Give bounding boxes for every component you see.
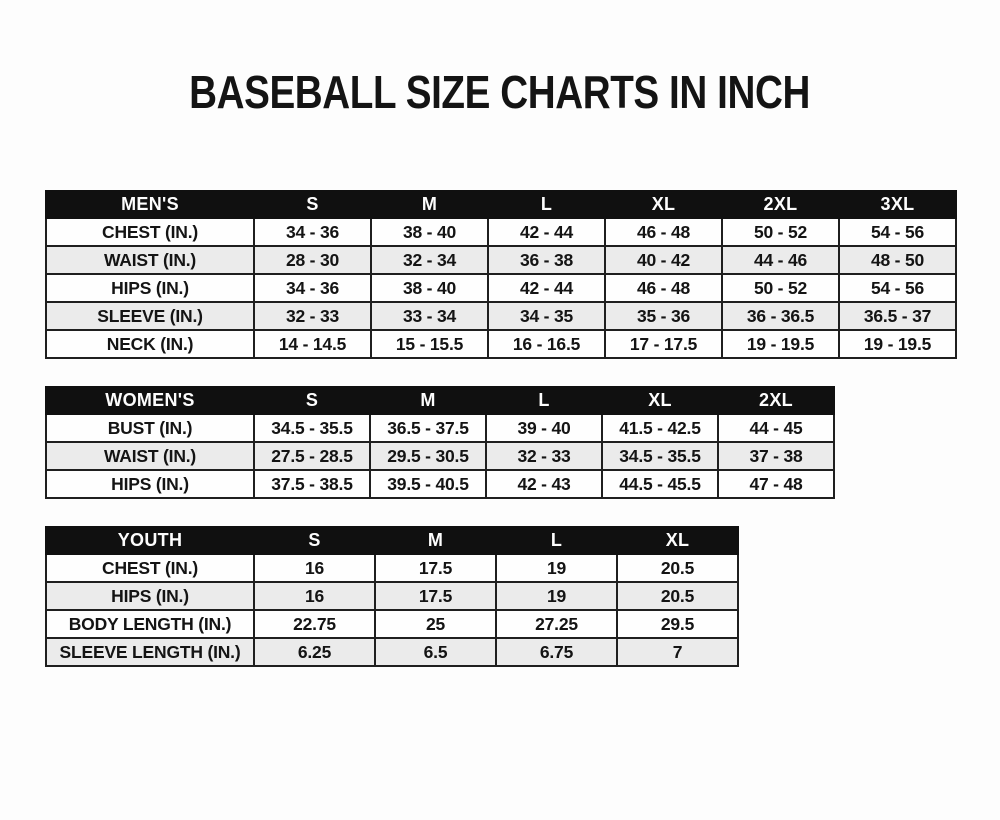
size-value-cell: 29.5	[617, 610, 738, 638]
size-value-cell: 36 - 38	[488, 246, 605, 274]
size-value-cell: 46 - 48	[605, 274, 722, 302]
size-value-cell: 32 - 33	[254, 302, 371, 330]
size-value-cell: 34 - 35	[488, 302, 605, 330]
table-row	[46, 638, 738, 666]
size-value-cell: 38 - 40	[371, 218, 488, 246]
measurement-label-cell: HIPS (IN.)	[46, 470, 254, 498]
size-value-cell: 34.5 - 35.5	[254, 414, 370, 442]
table-row	[46, 302, 956, 330]
measurement-label-cell: SLEEVE LENGTH (IN.)	[46, 638, 254, 666]
womens-size-table	[45, 386, 835, 499]
size-value-cell: 34.5 - 35.5	[602, 442, 718, 470]
size-value-cell: 38 - 40	[371, 274, 488, 302]
size-value-cell: 19 - 19.5	[839, 330, 956, 358]
measurement-label-cell: BODY LENGTH (IN.)	[46, 610, 254, 638]
size-value-cell: 32 - 34	[371, 246, 488, 274]
size-value-cell: 34 - 36	[254, 218, 371, 246]
measurement-label-cell: HIPS (IN.)	[46, 274, 254, 302]
size-value-cell: 35 - 36	[605, 302, 722, 330]
size-value-cell: 6.75	[496, 638, 617, 666]
size-value-cell: 50 - 52	[722, 218, 839, 246]
measurement-label-cell: WAIST (IN.)	[46, 246, 254, 274]
size-value-cell: 42 - 43	[486, 470, 602, 498]
measurement-label-cell: CHEST (IN.)	[46, 218, 254, 246]
page-title-text: BASEBALL SIZE CHARTS IN INCH	[189, 66, 811, 118]
size-header-cell: 3XL	[839, 191, 956, 218]
size-value-cell: 41.5 - 42.5	[602, 414, 718, 442]
mens-size-table	[45, 190, 957, 359]
size-value-cell: 20.5	[617, 554, 738, 582]
measurement-label-cell: WAIST (IN.)	[46, 442, 254, 470]
size-header-cell: XL	[602, 387, 718, 414]
size-value-cell: 27.5 - 28.5	[254, 442, 370, 470]
size-value-cell: 54 - 56	[839, 218, 956, 246]
table-row	[46, 414, 834, 442]
table-row	[46, 470, 834, 498]
size-value-cell: 39 - 40	[486, 414, 602, 442]
size-header-cell: L	[496, 527, 617, 554]
measurement-label-cell: NECK (IN.)	[46, 330, 254, 358]
size-value-cell: 54 - 56	[839, 274, 956, 302]
size-value-cell: 25	[375, 610, 496, 638]
size-value-cell: 28 - 30	[254, 246, 371, 274]
size-value-cell: 6.25	[254, 638, 375, 666]
table-row	[46, 218, 956, 246]
measurement-label-cell: HIPS (IN.)	[46, 582, 254, 610]
size-value-cell: 40 - 42	[605, 246, 722, 274]
size-header-cell: S	[254, 191, 371, 218]
size-value-cell: 19	[496, 554, 617, 582]
size-header-cell: L	[486, 387, 602, 414]
size-value-cell: 16	[254, 554, 375, 582]
size-value-cell: 48 - 50	[839, 246, 956, 274]
size-value-cell: 6.5	[375, 638, 496, 666]
size-value-cell: 34 - 36	[254, 274, 371, 302]
size-header-cell: 2XL	[722, 191, 839, 218]
size-header-cell: M	[371, 191, 488, 218]
header-row	[46, 387, 834, 414]
size-value-cell: 42 - 44	[488, 218, 605, 246]
size-value-cell: 19 - 19.5	[722, 330, 839, 358]
size-value-cell: 50 - 52	[722, 274, 839, 302]
size-header-cell: 2XL	[718, 387, 834, 414]
size-value-cell: 39.5 - 40.5	[370, 470, 486, 498]
size-value-cell: 33 - 34	[371, 302, 488, 330]
size-value-cell: 17.5	[375, 582, 496, 610]
size-header-cell: XL	[605, 191, 722, 218]
size-value-cell: 16 - 16.5	[488, 330, 605, 358]
size-value-cell: 36 - 36.5	[722, 302, 839, 330]
size-value-cell: 17 - 17.5	[605, 330, 722, 358]
size-header-cell: S	[254, 527, 375, 554]
size-value-cell: 36.5 - 37.5	[370, 414, 486, 442]
size-value-cell: 42 - 44	[488, 274, 605, 302]
size-value-cell: 46 - 48	[605, 218, 722, 246]
page-title	[0, 68, 1000, 116]
group-header-cell: MEN'S	[46, 191, 254, 218]
size-value-cell: 15 - 15.5	[371, 330, 488, 358]
size-value-cell: 47 - 48	[718, 470, 834, 498]
table-row	[46, 610, 738, 638]
size-value-cell: 19	[496, 582, 617, 610]
group-header-cell: WOMEN'S	[46, 387, 254, 414]
table-row	[46, 582, 738, 610]
table-row	[46, 554, 738, 582]
group-header-cell: YOUTH	[46, 527, 254, 554]
table-row	[46, 246, 956, 274]
size-value-cell: 16	[254, 582, 375, 610]
size-header-cell: S	[254, 387, 370, 414]
size-value-cell: 37.5 - 38.5	[254, 470, 370, 498]
size-chart-page	[0, 68, 1000, 667]
size-value-cell: 37 - 38	[718, 442, 834, 470]
measurement-label-cell: SLEEVE (IN.)	[46, 302, 254, 330]
size-value-cell: 29.5 - 30.5	[370, 442, 486, 470]
size-header-cell: M	[375, 527, 496, 554]
size-value-cell: 44.5 - 45.5	[602, 470, 718, 498]
size-value-cell: 7	[617, 638, 738, 666]
header-row	[46, 527, 738, 554]
table-row	[46, 330, 956, 358]
size-value-cell: 32 - 33	[486, 442, 602, 470]
size-header-cell: L	[488, 191, 605, 218]
size-value-cell: 17.5	[375, 554, 496, 582]
size-value-cell: 44 - 45	[718, 414, 834, 442]
measurement-label-cell: BUST (IN.)	[46, 414, 254, 442]
youth-size-table	[45, 526, 739, 667]
size-value-cell: 22.75	[254, 610, 375, 638]
size-value-cell: 44 - 46	[722, 246, 839, 274]
header-row	[46, 191, 956, 218]
size-value-cell: 36.5 - 37	[839, 302, 956, 330]
measurement-label-cell: CHEST (IN.)	[46, 554, 254, 582]
size-header-cell: M	[370, 387, 486, 414]
size-value-cell: 20.5	[617, 582, 738, 610]
table-row	[46, 274, 956, 302]
table-row	[46, 442, 834, 470]
size-value-cell: 27.25	[496, 610, 617, 638]
size-value-cell: 14 - 14.5	[254, 330, 371, 358]
size-header-cell: XL	[617, 527, 738, 554]
